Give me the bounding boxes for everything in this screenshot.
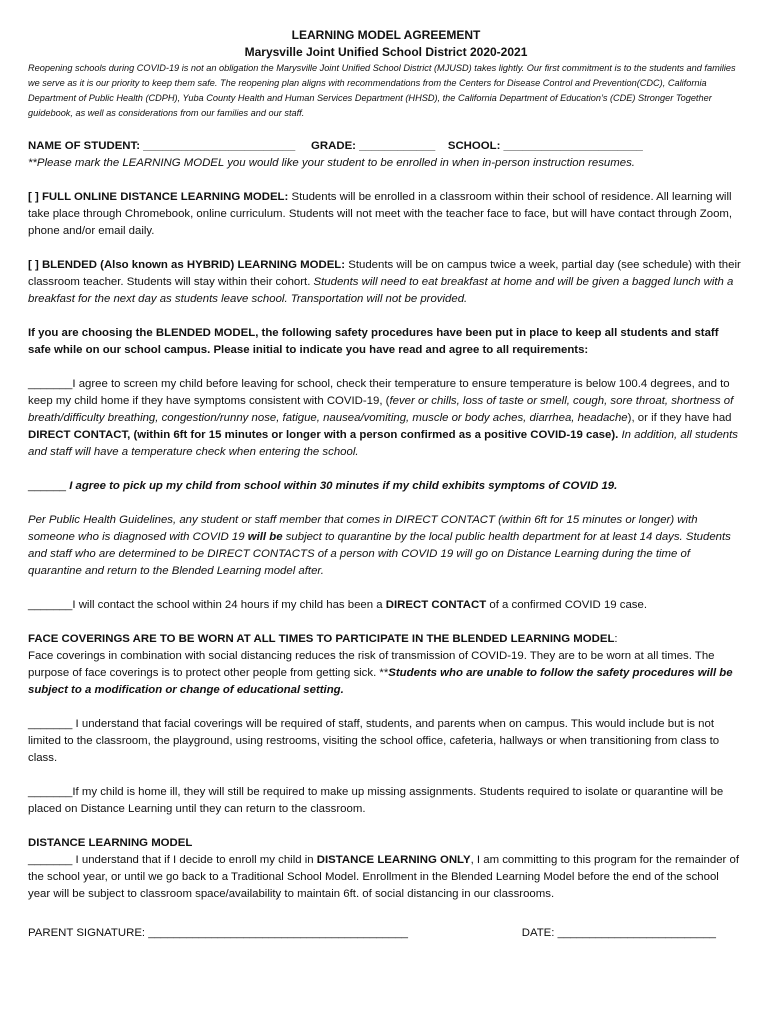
face-coverings-title: FACE COVERINGS ARE TO BE WORN AT ALL TIMES TO PARTICIPATE IN THE BLENDED LEARNING MODEL	[28, 633, 615, 645]
blended-model-italic-text: Students will need to eat breakfast at home and will be given a bagged lunch with a breakfast for the next day as students leave school. Transportation will not be provided.	[28, 276, 734, 305]
intro-paragraph: Reopening schools during COVID-19 is not an obligation the Marysville Joint Unified School District (MJUSD) takes lightly. Our first commitment is to the students and families we serve as it is our priority to keep them safe. The reopening plan aligns with recommendations from the Centers for Disease Control and Prevention(CDC), California Department of Public Health (CDPH), Yuba County Health and Human Services Department (HHSD), the California Department of Education’s (CDE) Stronger Together guidebook, as well as considerations from our families and our staff.	[28, 63, 736, 118]
facial-text: I understand that facial coverings will be required of staff, students, and parents when on campus. This would include but is not limited to the classroom, the playground, using restrooms, visiting the school office, cafeteria, hallways or when transitioning from class to class.	[28, 718, 720, 764]
student-name-field[interactable]: NAME OF STUDENT: ________________________	[28, 140, 296, 152]
mark-note: **Please mark the LEARNING MODEL you would like your student to be enrolled in when in-person instruction resumes.	[28, 157, 635, 169]
temperature-check-note: In addition, all students and staff will have a temperature check when entering the school.	[28, 429, 738, 458]
contact-agreement-item	[28, 597, 744, 614]
contact-bold: DIRECT CONTACT	[385, 599, 487, 611]
pickup-agreement-item	[28, 478, 744, 495]
signature-row	[28, 925, 744, 942]
document-title: LEARNING MODEL AGREEMENT	[291, 28, 481, 42]
contact-text-a: I will contact the school within 24 hours if my child has been a	[72, 599, 383, 611]
blended-model-title: BLENDED (Also known as HYBRID) LEARNING MODEL:	[41, 259, 346, 271]
blended-model-checkbox[interactable]: [ ]	[28, 259, 39, 271]
online-model-option	[28, 189, 744, 240]
direct-contact-definition: DIRECT CONTACT, (within 6ft for 15 minutes or longer with a person confirmed as a positive COVID-19 case).	[28, 429, 619, 441]
guidelines-text-a: Per Public Health Guidelines, any student or staff member that comes in DIRECT CONTACT (within 6ft for 15 minutes or longer) with someone who is diagnosed with COVID 19	[28, 514, 698, 543]
blended-model-option	[28, 257, 744, 308]
face-coverings-warning: Students who are unable to follow the safety procedures will be subject to a modification or change of educational setting.	[28, 667, 733, 696]
screen-text-a: I agree to screen my child before leaving for school, check their temperature to ensure temperature is below 100.4 degrees, and to keep my child home if they have symptoms consistent with COVID-19, (	[28, 378, 730, 407]
face-coverings-section	[28, 631, 744, 699]
distance-initial-blank[interactable]: _______	[28, 854, 73, 866]
guidelines-text-b: subject to quarantine by the local public health department for at least 14 days. Students and staff who are determined to be DIRECT CONTACTS of a person with COVID 19 will go on Distance Learning during the time of quarantine and return to the Blended Learning model after.	[28, 531, 731, 577]
distance-learning-section	[28, 835, 744, 903]
distance-text-b: , I am committing to this program for the remainder of the school year, or until we go back to a Traditional School Model. Enrollment in the Blended Learning Model before the end of the school year will be subject to classroom space/availability to maintain 6ft. of social distancing in our classrooms.	[28, 854, 739, 900]
home-ill-text: If my child is home ill, they will still be required to make up missing assignments. Students required to isolate or quarantine will be placed on Distance Learning until they can return to the classroom.	[28, 786, 724, 815]
document-page	[28, 27, 744, 942]
blended-safety-notice: If you are choosing the BLENDED MODEL, the following safety procedures have been put in place to keep all students and staff safe while on our school campus. Please initial to indicate you have read and agree to all requirements:	[28, 327, 719, 356]
pickup-text: I agree to pick up my child from school within 30 minutes if my child exhibits symptoms of COVID 19.	[69, 480, 618, 492]
facial-initial-blank[interactable]: _______	[28, 718, 73, 730]
symptoms-list: fever or chills, loss of taste or smell, cough, sore throat, shortness of breath/difficulty breathing, congestion/runny nose, fatigue, nausea/vomiting, muscle or body aches, diarrhea, headache	[28, 395, 734, 424]
face-coverings-colon: :	[614, 633, 618, 645]
guidelines-bold: will be	[247, 531, 283, 543]
public-health-guidelines	[28, 512, 744, 580]
contact-initial-blank[interactable]: _______	[28, 599, 73, 611]
home-ill-initial-blank[interactable]: _______	[28, 786, 73, 798]
parent-signature-field[interactable]: PARENT SIGNATURE: _________________________________________	[28, 927, 408, 939]
distance-bold: DISTANCE LEARNING ONLY	[316, 854, 471, 866]
online-model-text: Students will be enrolled in a classroom within their school of residence. All learning will take place through Chromebook, online curriculum. Students will not meet with the teacher face to face, but will have contact through Zoom, phone and/or email daily.	[28, 191, 733, 237]
document-subtitle: Marysville Joint Unified School District 2020-2021	[244, 45, 528, 59]
blended-model-text: Students will be on campus twice a week, partial day (see schedule) with their classroom teacher. Students will stay within their cohort.	[28, 259, 741, 288]
school-field[interactable]: SCHOOL: ______________________	[447, 140, 643, 152]
date-field[interactable]: DATE: _________________________	[521, 927, 716, 939]
distance-text-a: I understand that if I decide to enroll my child in	[75, 854, 314, 866]
screen-agreement-item	[28, 376, 744, 461]
distance-learning-title: DISTANCE LEARNING MODEL	[28, 837, 193, 849]
online-model-checkbox[interactable]: [ ]	[28, 191, 39, 203]
screen-text-b: ), or if they have had	[627, 412, 732, 424]
facial-coverings-item	[28, 716, 744, 767]
face-coverings-text: Face coverings in combination with social distancing reduces the risk of transmission of COVID-19. They are to be worn at all times. The purpose of face coverings is to protect other people from getting sick. **	[28, 650, 715, 679]
online-model-title: FULL ONLINE DISTANCE LEARNING MODEL:	[41, 191, 289, 203]
home-ill-item	[28, 784, 744, 818]
screen-initial-blank[interactable]: _______	[28, 378, 73, 390]
grade-field[interactable]: GRADE: ____________	[311, 140, 436, 152]
student-info-line	[28, 138, 744, 155]
pickup-initial-blank[interactable]: ______	[28, 480, 67, 492]
contact-text-b: of a confirmed COVID 19 case.	[489, 599, 647, 611]
